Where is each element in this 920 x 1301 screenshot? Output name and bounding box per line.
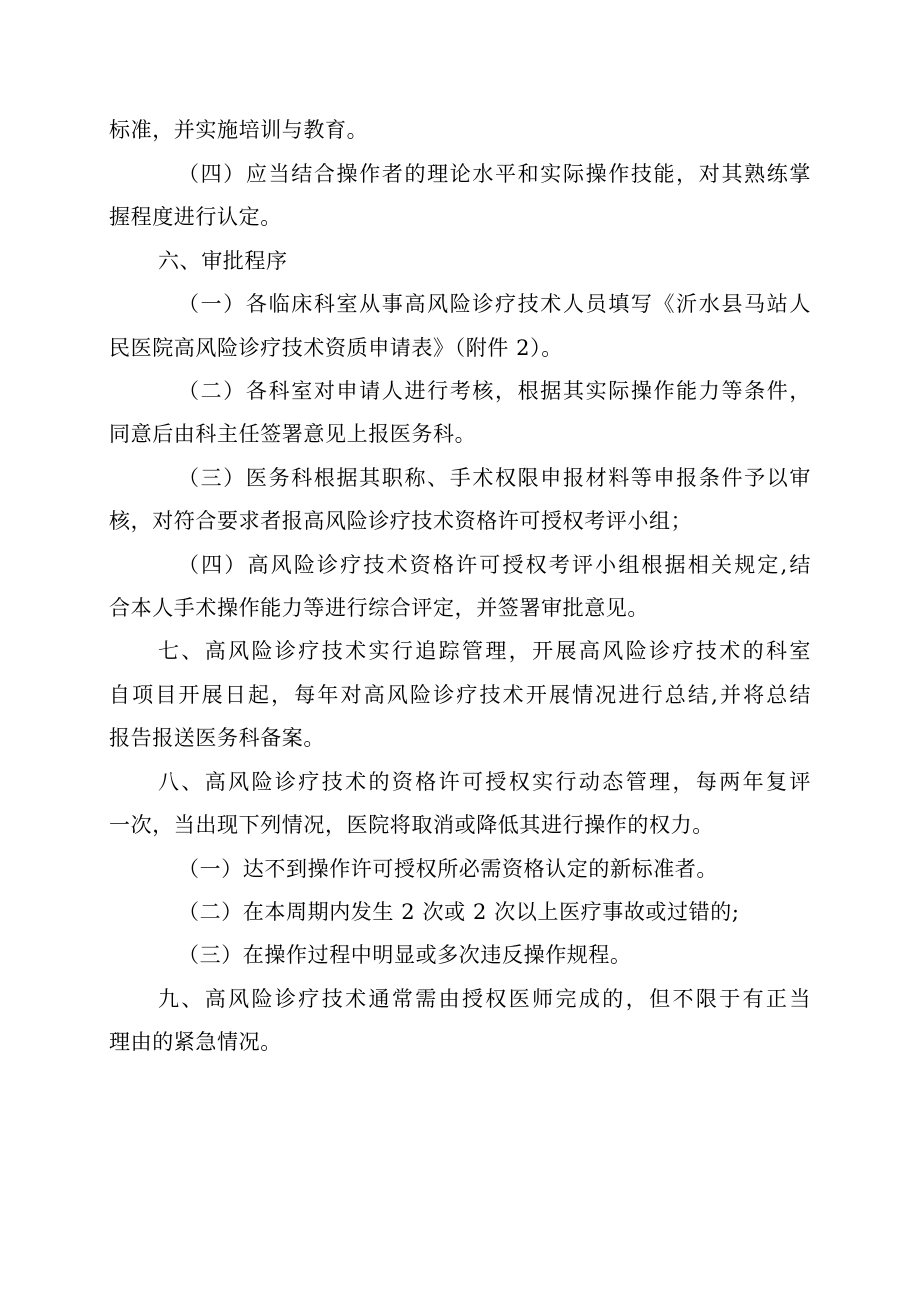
text-line: 同意后由科主任签署意见上报医务科。 <box>109 422 477 446</box>
text-line: （二）各科室对申请人进行考核，根据其实际操作能力等条件， <box>178 379 811 403</box>
text-line: （一）达不到操作许可授权所必需资格认定的新标准者。 <box>178 857 718 881</box>
text-line: 一次，当出现下列情况，医院将取消或降低其进行操作的权力。 <box>109 813 714 837</box>
text-line: 握程度进行认定。 <box>109 205 282 229</box>
text-line: （一）各临床科室从事高风险诊疗技术人员填写《沂水县马站人 <box>178 292 811 316</box>
text-line: 理由的紧急情况。 <box>109 1030 282 1054</box>
section-heading: 八、高风险诊疗技术的资格许可授权实行动态管理，每两年复评 <box>158 770 811 794</box>
text-line: （四）应当结合操作者的理论水平和实际操作技能，对其熟练掌 <box>178 162 811 186</box>
text-line: 核，对符合要求者报高风险诊疗技术资格许可授权考评小组； <box>109 509 693 533</box>
text-line: （二）在本周期内发生 2 次或 2 次以上医疗事故或过错的; <box>178 900 740 924</box>
text-line: （三）在操作过程中明显或多次违反操作规程。 <box>178 943 632 967</box>
section-heading: 九、高风险诊疗技术通常需由授权医师完成的，但不限于有正当 <box>158 987 811 1011</box>
text-line: 报告报送医务科备案。 <box>109 726 325 750</box>
text-line: 自项目开展日起，每年对高风险诊疗技术开展情况进行总结,并将总结 <box>109 683 811 707</box>
text-line: 合本人手术操作能力等进行综合评定，并签署审批意见。 <box>109 596 649 620</box>
text-line: 民医院高风险诊疗技术资质申请表》（附件 2）。 <box>109 336 563 360</box>
section-heading: 六、审批程序 <box>158 249 288 273</box>
text-line: 标准，并实施培训与教育。 <box>109 118 369 142</box>
text-line: （四）高风险诊疗技术资格许可授权考评小组根据相关规定,结 <box>178 553 811 577</box>
section-heading: 七、高风险诊疗技术实行追踪管理，开展高风险诊疗技术的科室 <box>158 639 811 663</box>
text-line: （三）医务科根据其职称、手术权限申报材料等申报条件予以审 <box>178 466 811 490</box>
